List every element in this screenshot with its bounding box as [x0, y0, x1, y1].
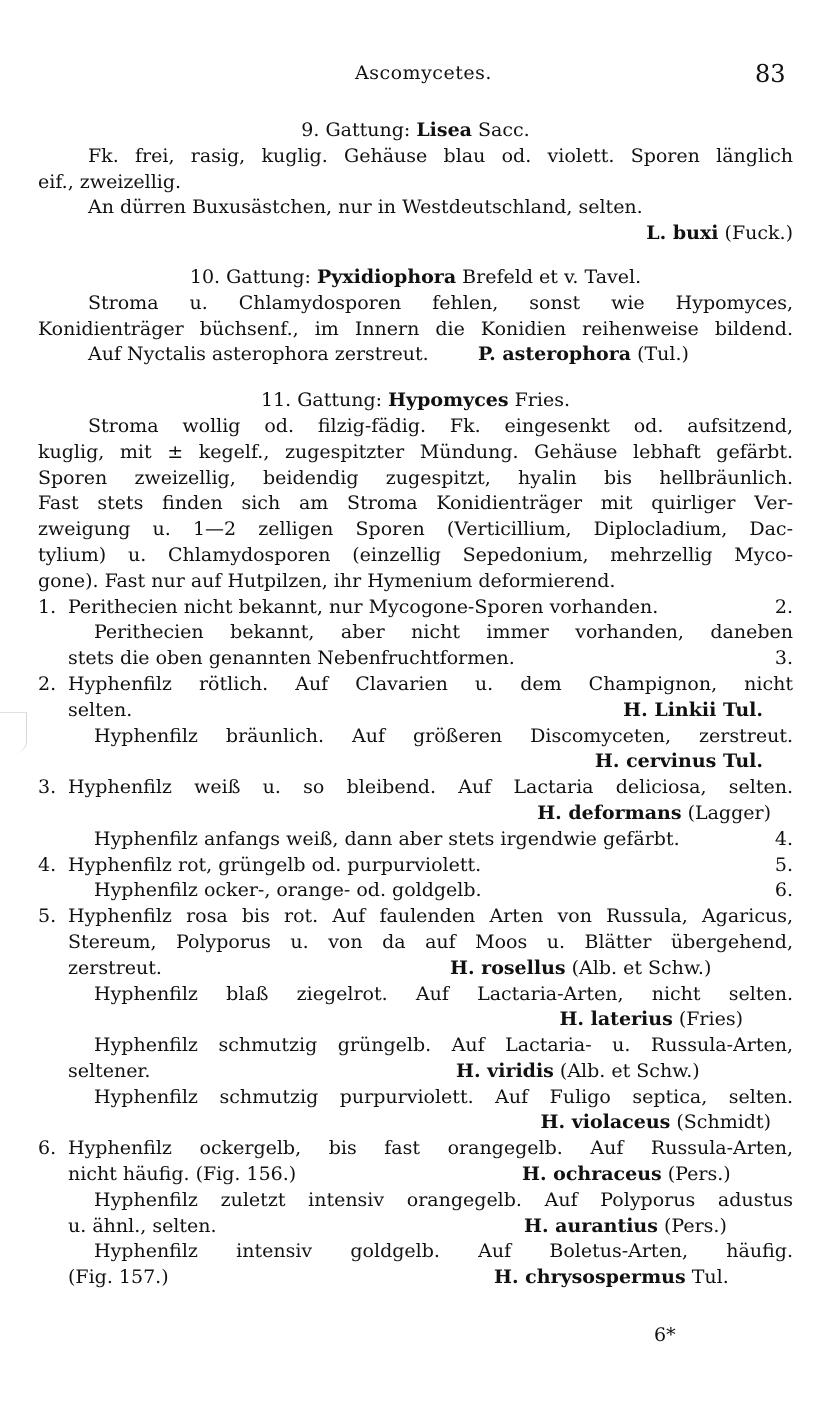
key-couplet-5a [38, 956, 793, 982]
species-h-viridis [456, 1059, 700, 1085]
running-head [0, 62, 830, 90]
hypomyces-intro-line: kuglig, mit ± kegelf., zugespitzter Mündung. Gehäuse lebhaft gefärbt. [38, 440, 793, 463]
key-text: Hyphenfilz rosa bis rot. Auf faulenden Arten von Russula, Agaricus, [68, 905, 793, 928]
key-text: u. ähnl., selten. [68, 1214, 217, 1237]
species-h-aurantius [524, 1214, 727, 1240]
species-h-ochraceus [522, 1162, 731, 1188]
key-couplet-1b: Perithecien bekannt, aber nicht immer vorhanden, daneben [94, 621, 793, 644]
key-couplet-3a [38, 775, 793, 801]
species-lisea-buxi [38, 221, 793, 247]
text-block [38, 118, 793, 1291]
species-name: L. buxi [646, 222, 719, 245]
key-couplet-5b: Hyphenfilz blaß ziegelrot. Auf Lactaria-Arten, nicht selten. [94, 982, 793, 1005]
key-text: nicht häufig. (Fig. 156.) [68, 1163, 297, 1186]
genus-author: Brefeld et v. Tavel. [456, 265, 642, 288]
species-author: (Alb. et Schw.) [553, 1059, 700, 1082]
key-text: Hyphenfilz anfangs weiß, dann aber stets irgendwie gefärbt. [94, 827, 680, 850]
key-number: 2. [38, 672, 57, 695]
species-author: (Pers.) [661, 1163, 731, 1186]
species-name: P. asterophora [478, 343, 632, 366]
species-name: H. ochraceus [522, 1163, 662, 1186]
key-text: stets die oben genannten Nebenfruchtformen. [68, 647, 515, 670]
key-number: 5. [38, 905, 57, 928]
species-author: (Fuck.) [718, 222, 793, 245]
running-title: Ascomycetes. [355, 62, 492, 84]
hypomyces-intro-line: Fast stets finden sich am Stroma Konidienträger mit quirliger Ver- [38, 492, 793, 515]
species-name: H. deformans [537, 801, 682, 824]
key-couplet-2a [38, 698, 793, 724]
margin-mark [0, 712, 27, 753]
hypomyces-intro-line: gone). Fast nur auf Hutpilzen, ihr Hymenium deformierend. [38, 569, 616, 592]
lisea-habitat: An dürren Buxusästchen, nur in Westdeutschland, selten. [88, 196, 643, 219]
key-text: Hyphenfilz weiß u. so bleibend. Auf Lactaria deliciosa, selten. [68, 776, 793, 799]
page-number: 83 [755, 60, 786, 88]
species-name: H. violaceus [540, 1111, 671, 1134]
genus-heading-pyxidiophora [38, 265, 793, 291]
species-author: Tul. [685, 1266, 729, 1289]
species-author: (Tul.) [631, 343, 689, 366]
key-couplet-4a [38, 853, 793, 879]
key-number: 3. [38, 776, 57, 799]
key-couplet-3b [38, 827, 793, 853]
key-lead: 5. [774, 853, 793, 876]
signature-mark: 6* [654, 1324, 676, 1346]
key-number: 4. [38, 853, 57, 876]
species-h-linkii: H. Linkii Tul. [623, 698, 763, 721]
hypomyces-intro-line: Sporen zweizellig, beidendig zugespitzt, hyalin bis hellbräunlich. [38, 466, 793, 489]
genus-heading-lisea [38, 118, 793, 144]
heading-prefix: 9. Gattung: [301, 119, 417, 141]
species-h-violaceus [541, 1111, 771, 1133]
key-text: (Fig. 157.) [68, 1266, 169, 1289]
species-author: (Lagger) [681, 801, 771, 824]
key-text: Hyphenfilz ockergelb, bis fast orangegelb. Auf Russula-Arten, [68, 1137, 793, 1160]
key-couplet-1a [38, 595, 793, 621]
species-h-chrysospermus [494, 1265, 729, 1291]
key-lead: 6. [774, 879, 793, 902]
hypomyces-intro-line: tylium) u. Chlamydosporen (einzellig Sepedonium, mehrzellig Myco- [38, 543, 793, 566]
key-couplet-6a [38, 1162, 793, 1188]
key-text: selten. [68, 698, 133, 721]
genus-name: Lisea [416, 119, 472, 141]
lisea-description-line: Fk. frei, rasig, kuglig. Gehäuse blau od. violett. Sporen länglich [88, 144, 793, 167]
heading-prefix: 11. Gattung: [261, 389, 389, 412]
genus-heading-hypomyces [38, 388, 793, 414]
genus-author: Sacc. [472, 119, 530, 141]
species-h-cervinus: H. cervinus Tul. [594, 750, 763, 773]
key-couplet-6b [38, 1214, 793, 1240]
key-couplet-4b [38, 878, 793, 904]
key-couplet-2b: Hyphenfilz bräunlich. Auf größeren Discomyceten, zerstreut. [94, 724, 793, 747]
key-couplet-2a [38, 672, 793, 698]
pyxidiophora-habitat-line [38, 342, 793, 368]
pyxidiophora-habitat: Auf Nyctalis asterophora zerstreut. [88, 343, 429, 366]
genus-name: Pyxidiophora [316, 265, 457, 288]
key-text: Hyphenfilz ocker-, orange- od. goldgelb. [94, 879, 482, 902]
key-couplet-2b [38, 749, 793, 775]
key-text: Perithecien nicht bekannt, nur Mycogone-Sporen vorhanden. [68, 595, 659, 618]
species-author: (Fries) [672, 1008, 743, 1031]
lisea-description-line: eif., zweizellig. [38, 170, 182, 193]
key-text: seltener. [68, 1059, 151, 1082]
key-couplet-6b: Hyphenfilz zuletzt intensiv orangegelb. Auf Polyporus adustus [94, 1188, 793, 1211]
key-text: Hyphenfilz rot, grüngelb od. purpurviolett. [68, 853, 482, 876]
key-text: zerstreut. [68, 956, 162, 979]
key-couplet-6a [38, 1136, 793, 1162]
key-couplet-5b [38, 1007, 793, 1033]
species-name: H. viridis [456, 1059, 554, 1082]
species-name: H. aurantius [524, 1214, 658, 1237]
species-name: H. chrysospermus [494, 1266, 686, 1289]
hypomyces-intro-line: Stroma wollig od. filzig-fädig. Fk. eingesenkt od. aufsitzend, [88, 414, 793, 437]
species-name: H. laterius [559, 1008, 673, 1031]
key-lead: 4. [774, 827, 793, 850]
pyxidiophora-description-line: Konidienträger büchsenf., im Innern die Konidien reihenweise bildend. [38, 317, 793, 340]
key-couplet-5d [38, 1110, 793, 1136]
key-number: 1. [38, 595, 57, 618]
key-couplet-6c [38, 1265, 793, 1291]
species-author: (Schmidt) [670, 1111, 771, 1134]
key-couplet-5a [38, 904, 793, 930]
species-h-rosellus [450, 956, 711, 982]
species-name: H. rosellus [450, 956, 566, 979]
species-h-deformans [537, 802, 771, 824]
key-couplet-1b [38, 646, 793, 672]
key-couplet-5c [38, 1059, 793, 1085]
hypomyces-intro-line: zweigung u. 1—2 zelligen Sporen (Verticillium, Diplocladium, Dac- [38, 518, 793, 541]
key-couplet-5d: Hyphenfilz schmutzig purpurviolett. Auf Fuligo septica, selten. [94, 1085, 793, 1108]
key-text: Hyphenfilz rötlich. Auf Clavarien u. dem Champignon, nicht [68, 672, 793, 695]
species-author: (Pers.) [657, 1214, 727, 1237]
species-h-laterius [559, 1008, 743, 1030]
species-pyxidiophora-asterophora [478, 342, 689, 368]
genus-author: Fries. [508, 389, 570, 412]
heading-prefix: 10. Gattung: [189, 265, 317, 288]
key-couplet-5a: Stereum, Polyporus u. von da auf Moos u. Blätter übergehend, [68, 930, 793, 953]
key-couplet-5c: Hyphenfilz schmutzig grüngelb. Auf Lactaria- u. Russula-Arten, [94, 1034, 793, 1057]
key-couplet-6c: Hyphenfilz intensiv goldgelb. Auf Boletus-Arten, häufig. [94, 1240, 793, 1263]
key-number: 6. [38, 1137, 57, 1160]
pyxidiophora-description-line: Stroma u. Chlamydosporen fehlen, sonst wie Hypomyces, [88, 291, 793, 314]
species-author: (Alb. et Schw.) [565, 956, 712, 979]
key-lead: 2. [774, 595, 793, 618]
key-lead: 3. [774, 647, 793, 670]
key-couplet-3a [38, 801, 793, 827]
genus-name: Hypomyces [388, 389, 509, 412]
